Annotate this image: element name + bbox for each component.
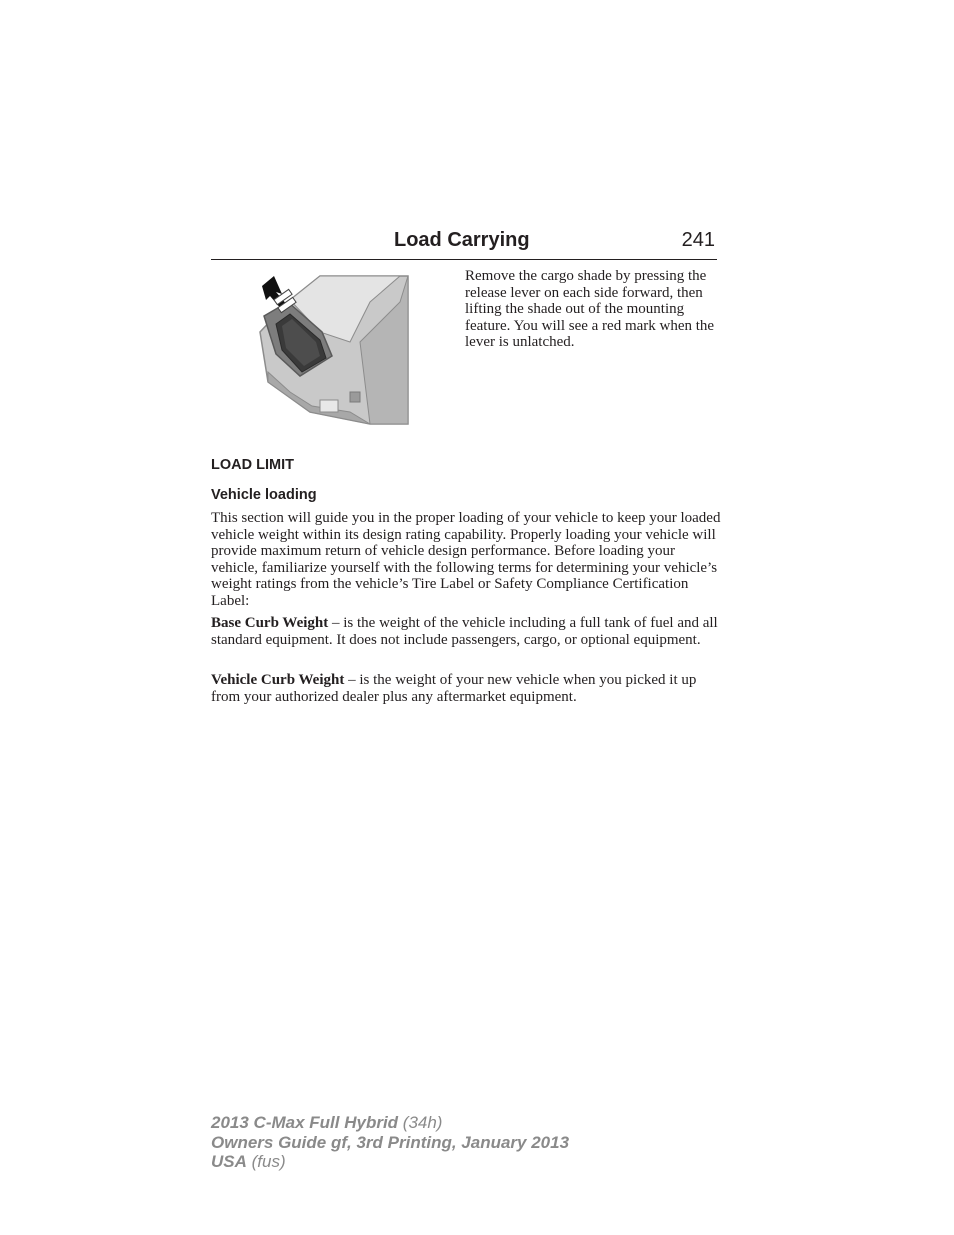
definition-text: – is the weight of the vehicle including a full tank of fuel and all standard equipment. It does not include passengers, cargo, or optional equipment. [211,615,718,648]
footer-printing: Owners Guide gf, 3rd Printing, January 2013 [211,1132,570,1152]
definition-term: Base Curb Weight [211,615,329,631]
definition-paragraph [211,615,721,648]
intro-paragraph: This section will guide you in the proper loading of your vehicle to keep your loaded vehicle weight within its design rating capability. Properly loading your vehicle will provide maximum return of vehicle design performance. Before loading your vehicle, familiarize yourself with the following terms for determining your vehicle’s weight ratings from the vehicle’s Tire Label or Safety Compliance Certification Label: [211,510,721,609]
footer-market: USA [211,1152,247,1171]
definition-text: – is the weight of your new vehicle when you picked it up from your authorized dealer plus any aftermarket equipment. [211,672,697,705]
definition-term: Vehicle Curb Weight [211,672,345,688]
footer-market-code: (fus) [246,1152,286,1171]
subsection-heading: Vehicle loading [211,487,317,503]
page-number: 241 [681,229,715,251]
footer-line [211,1113,569,1133]
footer-model: 2013 C-Max Full Hybrid [211,1113,399,1132]
page-footer [211,1113,569,1172]
figure-caption: Remove the cargo shade by pressing the release lever on each side forward, then lifting the shade out of the mounting feature. You will see a red mark when the lever is unlatched. [465,268,715,350]
page-header-title: Load Carrying [394,229,530,251]
footer-line [211,1152,569,1172]
section-heading: LOAD LIMIT [211,457,294,473]
definition-paragraph [211,672,721,705]
cargo-shade-release-lever-illustration [250,272,412,430]
footer-model-code: (34h) [398,1113,443,1132]
lever-illustration-svg [250,272,412,430]
header-divider [211,259,717,260]
